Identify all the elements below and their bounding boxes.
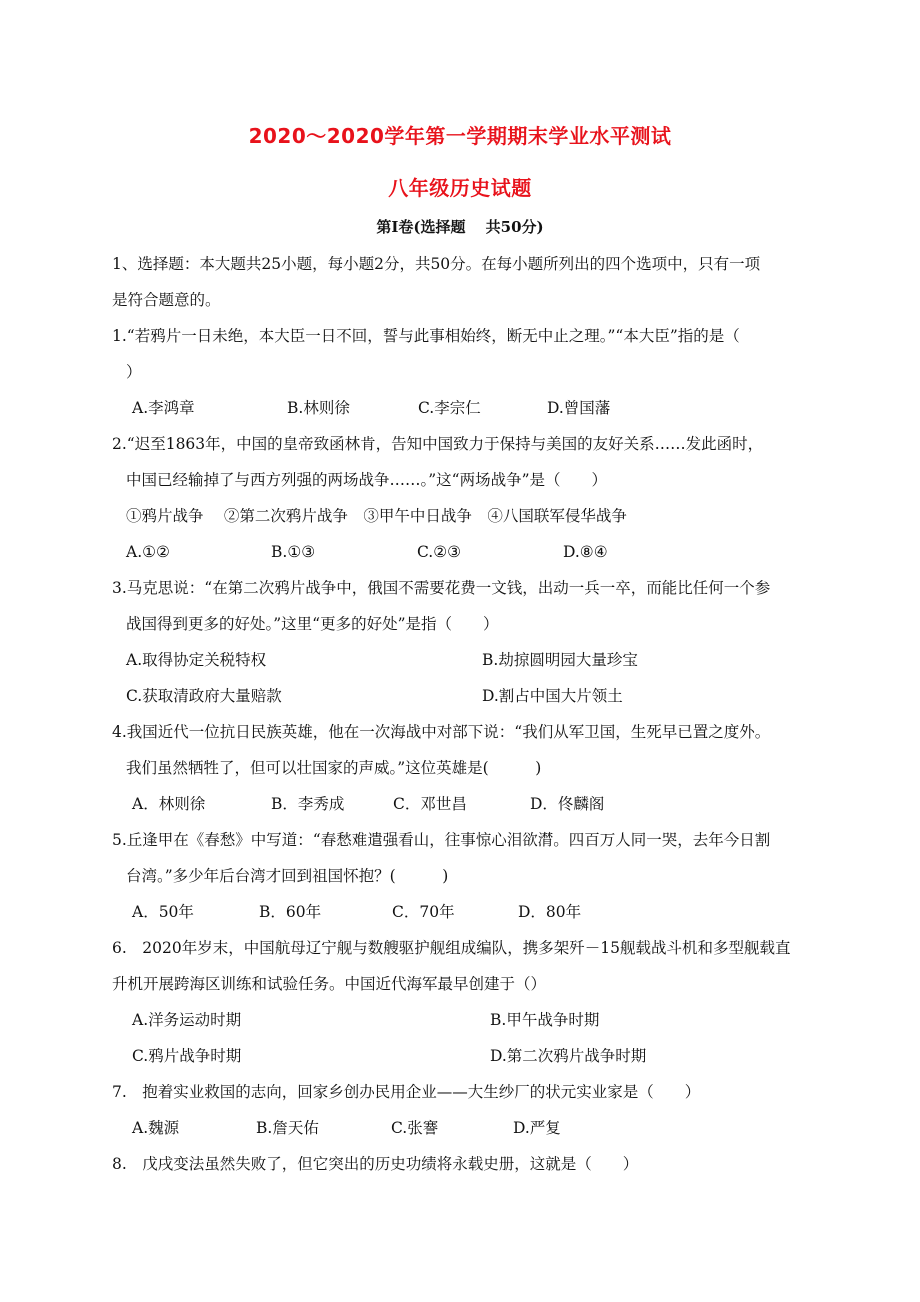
- instructions-line-2: 是符合题意的。: [112, 291, 221, 309]
- exam-title: 2020～2020学年第一学期期末学业水平测试: [248, 124, 672, 148]
- question-2-option-c: C.②③: [417, 543, 462, 561]
- question-6-option-a: A.洋务运动时期: [132, 1011, 242, 1029]
- question-5-option-a: A．50年: [132, 903, 194, 921]
- question-2-text: 2.“迟至1863年，中国的皇帝致函林肯，告知中国致力于保持与美国的友好关系……发此函时，: [112, 435, 764, 453]
- question-1-option-b: B.林则徐: [287, 399, 350, 417]
- question-1-text-cont: ）: [126, 363, 142, 381]
- instructions-line-1: 1、选择题：本大题共25小题，每小题2分，共50分。在每小题所列出的四个选项中，只有一项: [112, 255, 761, 273]
- question-4-option-d: D．佟麟阁: [530, 795, 605, 813]
- question-5-option-d: D．80年: [518, 903, 582, 921]
- question-1-text: 1.“若鸦片一日未绝，本大臣一日不回，誓与此事相始终，断无中止之理。”“本大臣”指的是（: [112, 327, 740, 345]
- question-3-option-c: C.获取清政府大量赔款: [126, 687, 282, 705]
- question-2-choices: ①鸦片战争 ②第二次鸦片战争 ③甲午中日战争 ④八国联军侵华战争: [126, 507, 627, 525]
- question-7-option-a: A.魏源: [132, 1119, 180, 1137]
- question-6-text-cont: 升机开展跨海区训练和试验任务。中国近代海军最早创建于（）: [112, 975, 547, 993]
- exam-subtitle: 八年级历史试题: [388, 176, 532, 200]
- question-5-option-b: B．60年: [259, 903, 322, 921]
- question-5-text-cont: 台湾。”多少年后台湾才回到祖国怀抱？( ): [126, 867, 449, 885]
- question-6-text: 6. 2020年岁末，中国航母辽宁舰与数艘驱护舰组成编队，携多架歼－15舰载战斗机和多型舰载直: [112, 939, 791, 957]
- question-6-option-d: D.第二次鸦片战争时期: [490, 1047, 647, 1065]
- question-4-option-a: A．林则徐: [132, 795, 206, 813]
- question-2-option-a: A.①②: [126, 543, 170, 561]
- question-2-option-d: D.⑧④: [563, 543, 608, 561]
- question-4-option-c: C．邓世昌: [393, 795, 467, 813]
- question-5-text: 5.丘逢甲在《春愁》中写道：“春愁难遣强看山，往事惊心泪欲潸。四百万人同一哭，去年今日割: [112, 831, 771, 849]
- question-7-option-c: C.张謇: [391, 1119, 439, 1137]
- question-2-option-b: B.①③: [271, 543, 316, 561]
- section-heading: 第Ⅰ卷(选择题 共50分): [376, 218, 544, 236]
- question-1-option-c: C.李宗仁: [418, 399, 481, 417]
- question-2-text-cont: 中国已经输掉了与西方列强的两场战争……。”这“两场战争”是（ ）: [126, 471, 608, 489]
- question-6-option-b: B.甲午战争时期: [490, 1011, 600, 1029]
- question-7-text: 7. 抱着实业救国的志向，回家乡创办民用企业——大生纱厂的状元实业家是（ ）: [112, 1083, 701, 1101]
- question-8-text: 8. 戊戌变法虽然失败了，但它突出的历史功绩将永载史册，这就是（ ）: [112, 1155, 639, 1173]
- question-4-option-b: B．李秀成: [271, 795, 345, 813]
- question-5-option-c: C．70年: [392, 903, 455, 921]
- question-3-text: 3.马克思说：“在第二次鸦片战争中，俄国不需要花费一文钱，出动一兵一卒，而能比任何一个参: [112, 579, 771, 597]
- question-6-option-c: C.鸦片战争时期: [132, 1047, 242, 1065]
- question-7-option-d: D.严复: [513, 1119, 561, 1137]
- question-3-option-b: B.劫掠圆明园大量珍宝: [482, 651, 638, 669]
- question-4-text-cont: 我们虽然牺牲了，但可以壮国家的声威。”这位英雄是( ): [126, 759, 542, 777]
- question-1-option-a: A.李鸿章: [132, 399, 195, 417]
- question-7-option-b: B.詹天佑: [256, 1119, 319, 1137]
- question-3-option-a: A.取得协定关税特权: [126, 651, 267, 669]
- question-1-option-d: D.曾国藩: [547, 399, 611, 417]
- question-4-text: 4.我国近代一位抗日民族英雄，他在一次海战中对部下说：“我们从军卫国，生死早已置之度外。: [112, 723, 771, 741]
- question-3-option-d: D.割占中国大片领土: [482, 687, 623, 705]
- question-3-text-cont: 战国得到更多的好处。”这里“更多的好处”是指（ ）: [126, 615, 499, 633]
